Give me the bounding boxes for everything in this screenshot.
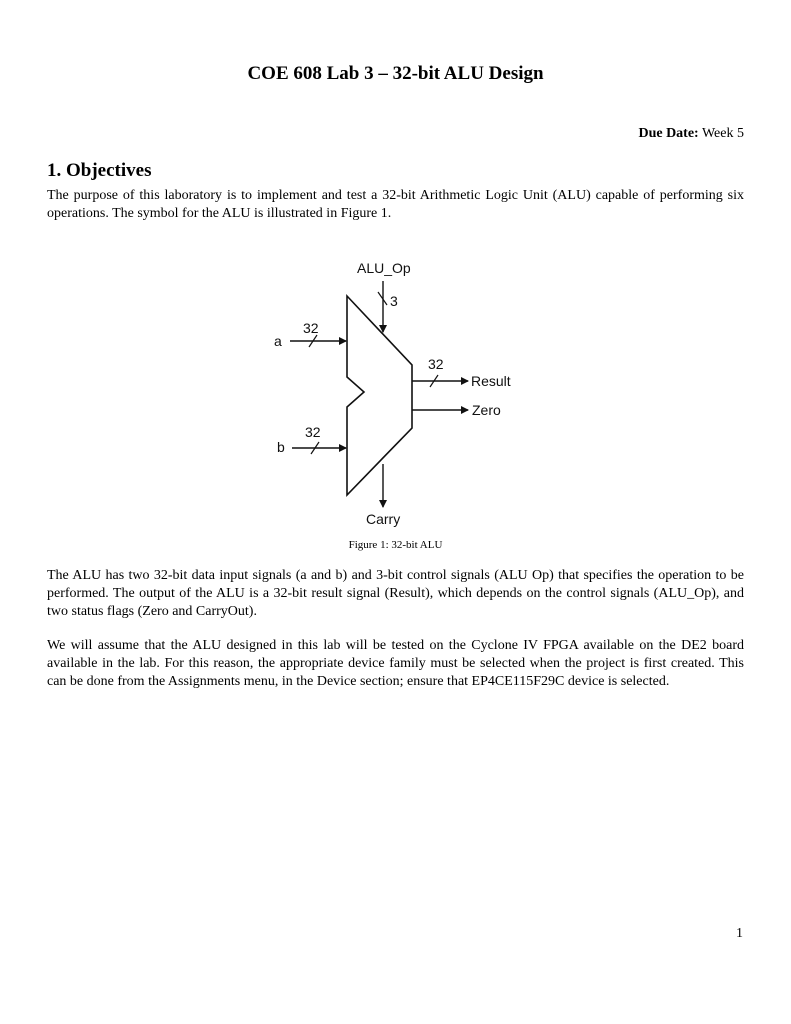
alu-figure [250,250,540,535]
due-date-label: Due Date: [638,126,699,141]
page-number: 1 [736,926,743,941]
alu-op-width-label: 3 [390,293,398,309]
due-date-value: Week 5 [701,126,744,141]
section-heading-objectives: 1. Objectives [47,160,152,181]
alu-body [347,296,412,495]
result-width-label: 32 [428,356,444,372]
paragraph-alu-description: The ALU has two 32-bit data input signals (a and b) and 3-bit control signals (ALU Op) that specifies the operation to be performed. The output of the ALU is a 32-bit result signal (Result), which depends on the control signals (ALU_Op), and two status flags (Zero and CarryOut). [47,568,744,619]
due-date [638,126,744,142]
paragraph-purpose: The purpose of this laboratory is to implement and test a 32-bit Arithmetic Logic Unit (ALU) capable of performing six operations. The symbol for the ALU is illustrated in Figure 1. [47,188,744,221]
carry-label: Carry [366,511,401,527]
alu-diagram [250,250,540,535]
alu-op-label: ALU_Op [357,260,411,276]
paragraph-fpga-assumption: We will assume that the ALU designed in this lab will be tested on the Cyclone IV FPGA available on the DE2 board available in the lab. For this reason, the appropriate device family must be selected when the project is first created. This can be done from the Assignments menu, in the Device section; ensure that EP4CE115F29C device is selected. [47,638,744,689]
zero-label: Zero [472,402,501,418]
result-label: Result [471,373,511,389]
input-a-label: a [274,333,282,349]
figure-caption: Figure 1: 32-bit ALU [348,539,443,551]
input-a-width-label: 32 [303,320,319,336]
input-b-width-label: 32 [305,424,321,440]
input-b-label: b [277,439,285,455]
document-title: COE 608 Lab 3 – 32-bit ALU Design [247,63,544,84]
